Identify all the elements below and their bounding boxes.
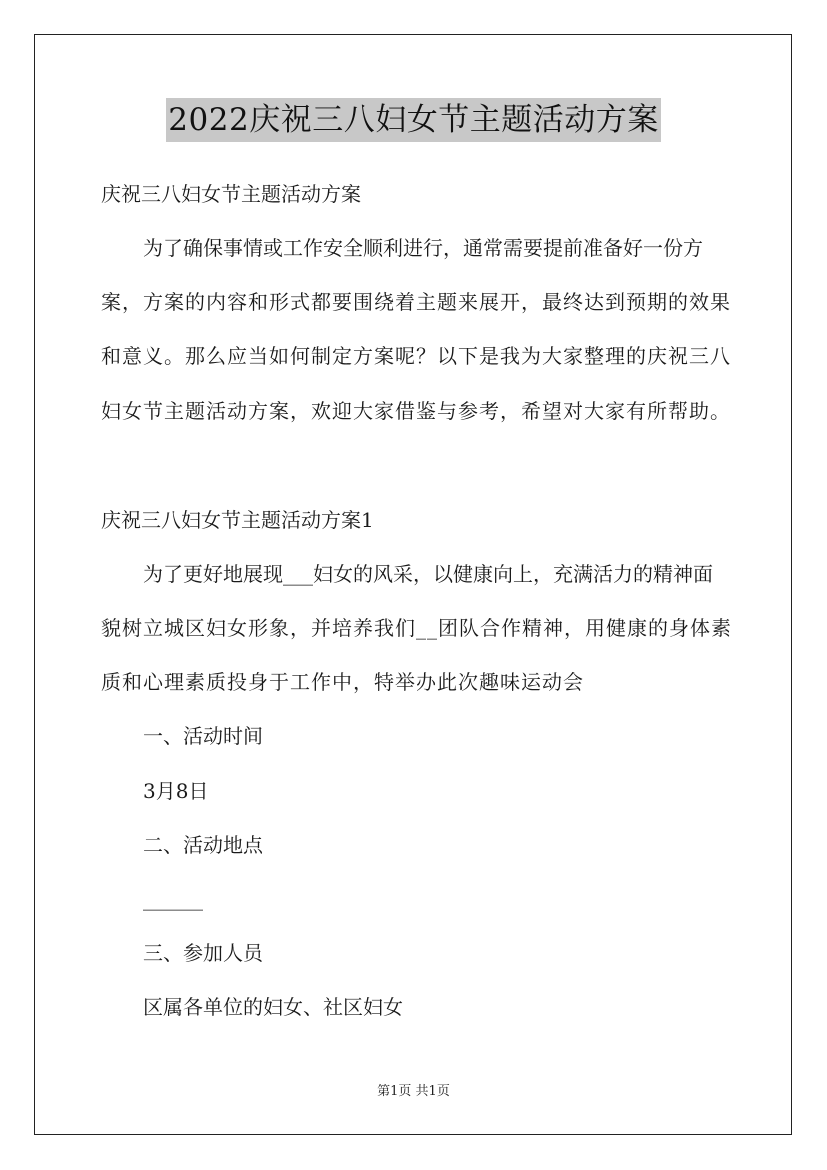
item-activity-location-blank: ______: [143, 887, 203, 911]
intro-line-3: 和意义。那么应当如何制定方案呢？以下是我为大家整理的庆祝三八: [101, 344, 731, 368]
document-title: 2022庆祝三八妇女节主题活动方案: [166, 98, 660, 142]
item-activity-time-heading: 一、活动时间: [143, 724, 263, 748]
intro-line-2: 案，方案的内容和形式都要围绕着主题来展开，最终达到预期的效果: [101, 290, 731, 314]
document-subtitle: 庆祝三八妇女节主题活动方案: [101, 182, 361, 206]
item-participants: 区属各单位的妇女、社区妇女: [143, 995, 403, 1019]
item-activity-location-heading: 二、活动地点: [143, 833, 263, 857]
section1-heading: 庆祝三八妇女节主题活动方案1: [101, 508, 374, 532]
section1-line-2: 貌树立城区妇女形象，并培养我们__团队合作精神，用健康的身体素: [101, 616, 732, 640]
title-container: [0, 98, 827, 142]
item-activity-date: 3月8日: [143, 779, 209, 803]
section1-line-3: 质和心理素质投身于工作中，特举办此次趣味运动会: [101, 670, 584, 694]
page-footer: 第1页 共1页: [377, 1084, 450, 1099]
intro-line-4: 妇女节主题活动方案，欢迎大家借鉴与参考，希望对大家有所帮助。: [101, 399, 731, 423]
intro-line-1: 为了确保事情或工作安全顺利进行，通常需要提前准备好一份方: [143, 236, 703, 260]
section1-line-1: 为了更好地展现___妇女的风采，以健康向上，充满活力的精神面: [143, 562, 713, 586]
item-participants-heading: 三、参加人员: [143, 941, 263, 965]
